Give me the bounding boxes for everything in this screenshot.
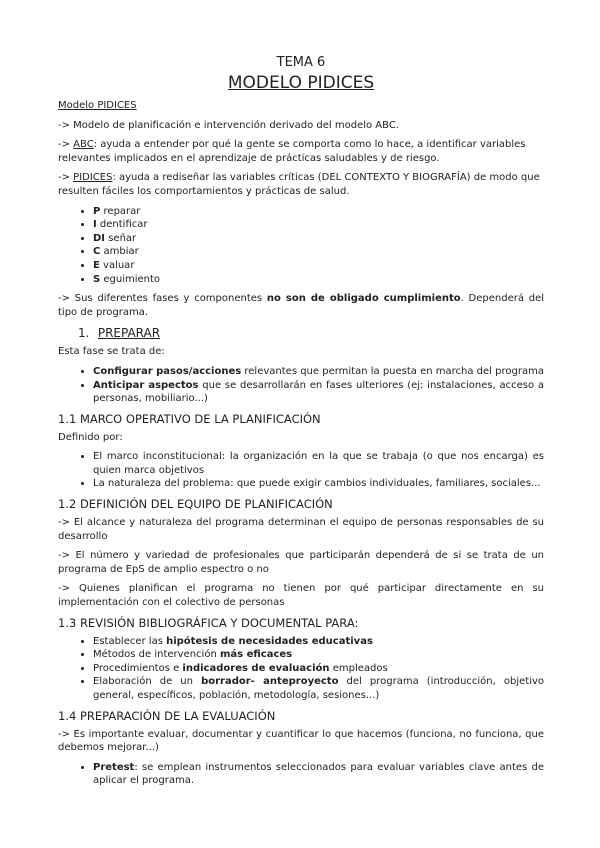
section-1-1-heading: 1.1 MARCO OPERATIVO DE LA PLANIFICACIÓN	[58, 411, 321, 426]
list-item: • DI señar	[93, 232, 544, 246]
section-1-4-list	[58, 761, 544, 788]
list-item: • Procedimientos e indicadores de evaluación empleados	[93, 662, 544, 676]
list-item: • Establecer las hipótesis de necesidades educativas	[93, 635, 544, 649]
section-1-3-heading: 1.3 REVISIÓN BIBLIOGRÁFICA Y DOCUMENTAL PARA:	[58, 615, 359, 630]
section-1-2-p1: -> El alcance y naturaleza del programa determinan el equipo de personas responsables de su desarrollo	[58, 517, 544, 542]
list-item: • Métodos de intervención más eficaces	[93, 648, 544, 662]
section-1-intro: Esta fase se trata de:	[58, 346, 165, 358]
section-1-1-list	[58, 450, 544, 491]
list-item: • Configurar pasos/acciones relevantes que permitan la puesta en marcha del programa	[93, 365, 544, 379]
section-1-4-heading: 1.4 PREPARACIÓN DE LA EVALUACIÓN	[58, 708, 276, 723]
list-item: • P reparar	[93, 205, 544, 219]
intro-line: -> Modelo de planificación e intervención derivado del modelo ABC.	[58, 119, 399, 131]
list-item: • Elaboración de un borrador- anteproyecto del programa (introducción, objetivo general, específicos, población, metodología, sesiones...)	[93, 675, 544, 702]
section-1-2-p3: -> Quienes planifican el programa no tienen por qué participar directamente en su implementación con el colectivo de personas	[58, 583, 544, 609]
list-item: • La naturaleza del problema: que puede exigir cambios individuales, familiares, sociales...	[93, 477, 544, 491]
list-item: • I dentificar	[93, 218, 544, 232]
section-1-1-intro: Definido por:	[58, 431, 123, 443]
abc-term: ABC	[73, 139, 94, 151]
section-1-heading: 1. PREPARAR	[78, 326, 161, 341]
acronym-list	[58, 205, 544, 287]
section-1-4-p1: -> Es importante evaluar, documentar y cuantificar lo que hacemos (funciona, no funciona, que debemos mejorar...)	[58, 728, 544, 754]
list-item: • El marco inconstitucional: la organización en la que se trabaja (o que nos encarga) es quien marca objetivos	[93, 450, 544, 477]
list-item: • Anticipar aspectos que se desarrollarán en fases ulteriores (ej: instalaciones, acceso a personas, mobiliario...)	[93, 379, 544, 406]
list-item: • Pretest: se emplean instrumentos seleccionados para evaluar variables clave antes de aplicar el programa.	[93, 761, 544, 788]
list-item: • S eguimiento	[93, 273, 544, 287]
phases-note: -> Sus diferentes fases y componentes no son de obligado cumplimiento. Dependerá del tipo de programa.	[58, 293, 544, 318]
document-page	[58, 54, 544, 794]
section-1-2-p2: -> El número y variedad de profesionales que participarán dependerá de si se trata de un programa de EpS de amplio espectro o no	[58, 550, 544, 575]
list-item: • E valuar	[93, 259, 544, 273]
abc-paragraph: -> ABC: ayuda a entender por qué la gente se comporta como lo hace, a identificar variables relevantes implicados en el aprendizaje de prácticas saludables y de riesgo.	[58, 139, 526, 164]
tema-label: TEMA 6	[276, 55, 326, 70]
list-item: • C ambiar	[93, 245, 544, 259]
section-1-2-heading: 1.2 DEFINICIÓN DEL EQUIPO DE PLANIFICACIÓN	[58, 497, 333, 512]
section-1-list	[58, 365, 544, 406]
pidices-term: PIDICES	[73, 172, 113, 184]
pidices-paragraph: -> PIDICES: ayuda a rediseñar las variables críticas (DEL CONTEXTO Y BIOGRAFÍA) de modo que resulten fáciles los comportamientos y prácticas de salud.	[58, 172, 540, 197]
section-1-3-list	[58, 635, 544, 703]
intro-subtitle: Modelo PIDICES	[58, 100, 137, 111]
page-title: MODELO PIDICES	[227, 73, 375, 93]
